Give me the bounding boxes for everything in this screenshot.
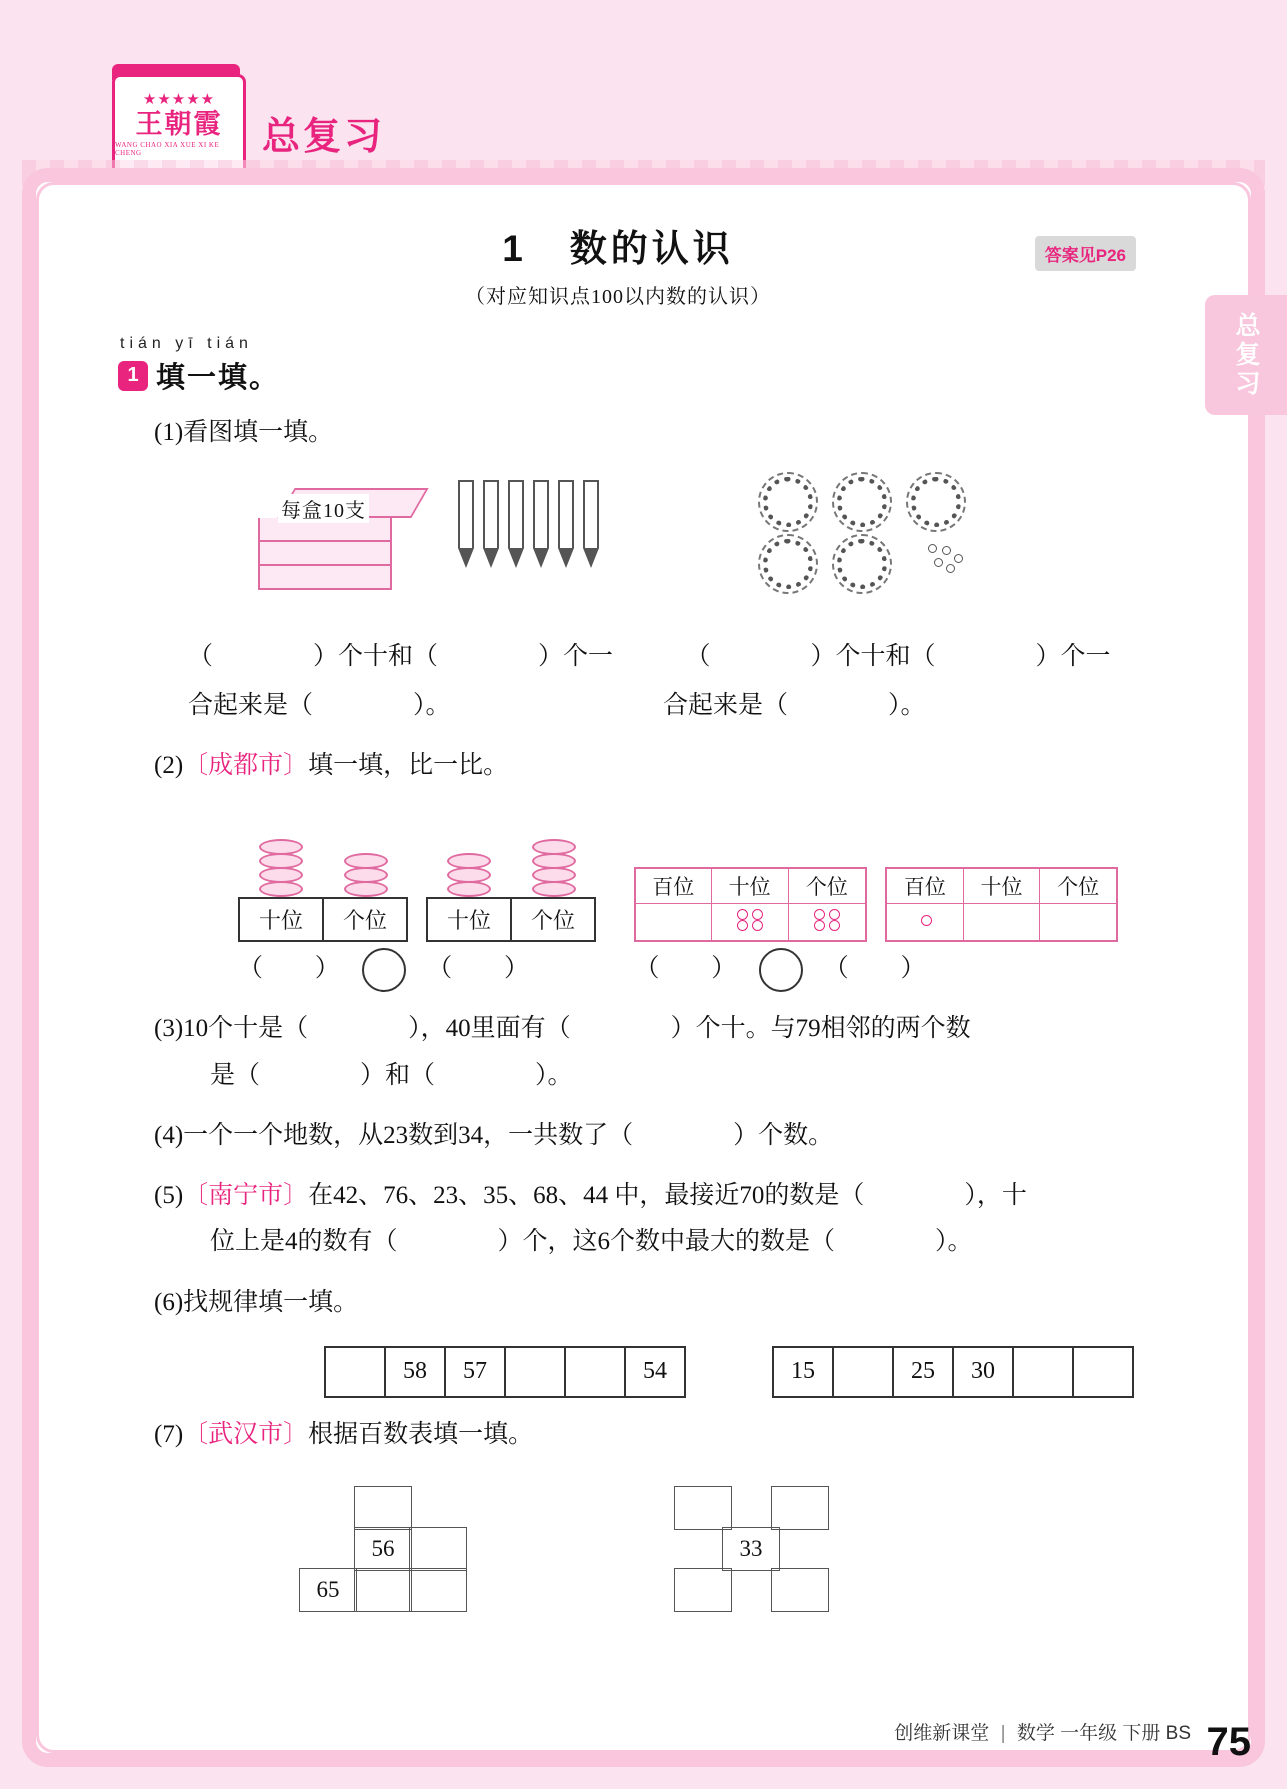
question-1-1-answer-line-2 [188, 683, 1118, 729]
question-1-5-prefix: (5) [154, 1182, 184, 1210]
bead-ring [758, 472, 818, 532]
sequence-cell[interactable] [834, 1348, 894, 1396]
answer-blank-left-2: （ ） [427, 955, 531, 982]
pv-cell-ones [788, 904, 866, 942]
hc-cell[interactable] [409, 1568, 467, 1612]
question-1-3: (3)10个十是（ ），40里面有（ ）个十。与79相邻的两个数 [154, 1015, 971, 1043]
question-1-1: (1)看图填一填。 [154, 419, 334, 446]
sequence-left[interactable] [324, 1346, 686, 1398]
sequence-cell[interactable]: 15 [774, 1348, 834, 1396]
sequence-cell[interactable] [326, 1348, 386, 1396]
abacus-right [426, 811, 596, 942]
pencil-icon [533, 480, 549, 568]
answer-left-2: 合起来是（ ）。 [188, 691, 451, 719]
pv-cell-tens [711, 904, 788, 942]
pencil-box-stack [258, 488, 420, 590]
place-value-tables [634, 867, 1118, 942]
question-1-5-text: 在42、76、23、35、68、44 中，最接近70的数是（ ），十 [308, 1182, 1027, 1210]
exercise-number: 1 [118, 361, 148, 391]
question-1-4: (4)一个一个地数，从23数到34，一共数了（ ）个数。 [154, 1121, 834, 1149]
question-1-2-answer-row [238, 948, 1118, 992]
sequence-cell[interactable] [1014, 1348, 1074, 1396]
page-header [0, 0, 1287, 172]
question-1-7-city-tag: 〔武汉市〕 [183, 1420, 309, 1448]
answer-blank-right-2: （ ） [823, 955, 927, 982]
question-1-2 [154, 743, 1118, 789]
place-value-table-left [634, 867, 867, 942]
pv-header-ones: 个位 [1040, 868, 1117, 904]
pv-header-tens: 十位 [963, 868, 1040, 904]
pv-cell-hundreds [635, 904, 711, 942]
header-title: 总复习 [262, 116, 386, 158]
sequence-cell[interactable]: 57 [446, 1348, 506, 1396]
question-1-2-prefix: (2) [154, 751, 184, 779]
page-number: 75 [1206, 1720, 1251, 1764]
pv-cell-tens [963, 904, 1040, 942]
section-title: 数的认识 [569, 228, 734, 269]
hc-cell[interactable] [674, 1568, 732, 1612]
abacus-label-tens: 十位 [446, 908, 491, 933]
bead-ring [906, 472, 966, 532]
sequence-cell[interactable]: 25 [894, 1348, 954, 1396]
abacus-label-tens: 十位 [258, 908, 303, 933]
hc-cell[interactable] [354, 1568, 412, 1612]
hc-cell[interactable] [771, 1486, 829, 1530]
abacus-and-place-value-row [238, 811, 1118, 942]
box-layer [258, 566, 392, 590]
page-subtitle: （对应知识点100以内数的认识） [465, 286, 771, 308]
pencil-icon [458, 480, 474, 568]
hc-cell[interactable] [771, 1568, 829, 1612]
dot-group [918, 907, 932, 931]
logo-stars: ★★★★★ [142, 91, 216, 108]
answer-reference-badge[interactable]: 答案见P26 [1035, 236, 1136, 271]
page-footer [0, 1718, 1287, 1745]
abacus-label-table-right [426, 897, 596, 942]
hc-cell[interactable] [354, 1486, 412, 1530]
question-1-7 [154, 1412, 1118, 1458]
abacus-rod-ones [528, 841, 580, 897]
abacus-left [238, 811, 408, 942]
abacus-rod-tens [255, 841, 307, 897]
pencil-icon [508, 480, 524, 568]
footer-brand: 创维新课堂 [894, 1723, 990, 1744]
sequence-cell[interactable]: 54 [643, 1358, 667, 1385]
footer-separator: | [1000, 1723, 1006, 1744]
place-value-table-right [885, 867, 1118, 942]
sequence-cell[interactable] [566, 1348, 626, 1396]
question-1-5-city-tag: 〔南宁市〕 [183, 1182, 309, 1210]
bead-rings-group [758, 472, 978, 592]
logo-pinyin: WANG CHAO XIA XUE XI KE CHENG [115, 141, 220, 158]
abacus-label-table-left [238, 897, 408, 942]
abacus-label-ones: 个位 [322, 899, 406, 940]
hc-cell[interactable]: 65 [299, 1568, 357, 1612]
logo-name: 王朝霞 [135, 108, 223, 139]
question-1-5-line2: 位上是4的数有（ ）个，这6个数中最大的数是（ ）。 [210, 1228, 973, 1256]
question-1-3-line2: 是（ ）和（ ）。 [210, 1061, 573, 1089]
hundred-chart-pieces [118, 1476, 1118, 1626]
exercise-heading-text: 填一填。 [156, 362, 281, 394]
pv-header-hundreds: 百位 [886, 868, 963, 904]
box-label: 每盒10支 [278, 494, 369, 523]
compare-circle-left[interactable] [362, 948, 406, 992]
pencil-group [458, 480, 599, 568]
question-1-6: (6)找规律填一填。 [154, 1288, 359, 1316]
answer-right-2: 合起来是（ ）。 [663, 691, 926, 719]
hc-cell[interactable]: 56 [354, 1527, 412, 1571]
bead-ring [832, 534, 892, 594]
exercise-pinyin: tián yī tián [120, 335, 253, 352]
pv-header-tens: 十位 [711, 868, 788, 904]
answer-blank-left: （ ） [238, 955, 341, 982]
abacus-label-ones: 个位 [510, 899, 594, 940]
abacus-rods [426, 811, 596, 897]
pv-header-ones: 个位 [788, 868, 866, 904]
hc-cell[interactable]: 33 [722, 1527, 780, 1571]
box-layer [258, 542, 392, 566]
section-number: 1 [502, 228, 527, 269]
pencil-icon [583, 480, 599, 568]
hc-cell[interactable] [674, 1486, 732, 1530]
bead-ring [832, 472, 892, 532]
page-content [118, 200, 1126, 1626]
page-title [118, 218, 1118, 272]
pencil-icon [483, 480, 499, 568]
sequence-right[interactable] [772, 1346, 1134, 1398]
abacus-rods [238, 811, 408, 897]
hc-cell[interactable] [409, 1527, 467, 1571]
exercise-heading [118, 355, 1118, 396]
pv-cell-ones [1040, 904, 1117, 942]
side-tab-label: 总复习 [1232, 311, 1260, 399]
sequence-boxes [324, 1346, 1118, 1398]
dot-group [733, 907, 767, 931]
sequence-cell[interactable] [1074, 1348, 1132, 1396]
answer-blank-right: （ ） [634, 955, 738, 982]
question-1-1-answer-line-1 [188, 634, 1118, 680]
question-1-2-city-tag: 〔成都市〕 [183, 751, 309, 779]
question-1-7-prefix: (7) [154, 1420, 184, 1448]
pv-cell-hundreds [886, 904, 963, 942]
sequence-cell[interactable] [506, 1348, 566, 1396]
answer-right-1: （ ）个十和（ ）个一 [685, 643, 1111, 671]
question-1-2-text: 填一填，比一比。 [308, 751, 509, 779]
pv-header-hundreds: 百位 [635, 868, 711, 904]
compare-circle-right[interactable] [759, 948, 803, 992]
footer-meta: 数学 一年级 下册 BS [1016, 1723, 1191, 1744]
abacus-rod-ones [340, 855, 392, 897]
question-1-5 [154, 1173, 1118, 1219]
abacus-rod-tens [443, 855, 495, 897]
question-1-7-text: 根据百数表填一填。 [308, 1420, 534, 1448]
loose-beads [928, 544, 968, 574]
figure-boxes-pencils-beads [258, 480, 1118, 620]
sequence-cell[interactable]: 58 [386, 1348, 446, 1396]
pencil-icon [558, 480, 574, 568]
bead-ring [758, 534, 818, 594]
sequence-cell[interactable]: 30 [954, 1348, 1014, 1396]
answer-left-1: （ ）个十和（ ）个一 [188, 643, 614, 671]
dot-group [810, 907, 844, 931]
side-tab[interactable] [1205, 295, 1287, 415]
